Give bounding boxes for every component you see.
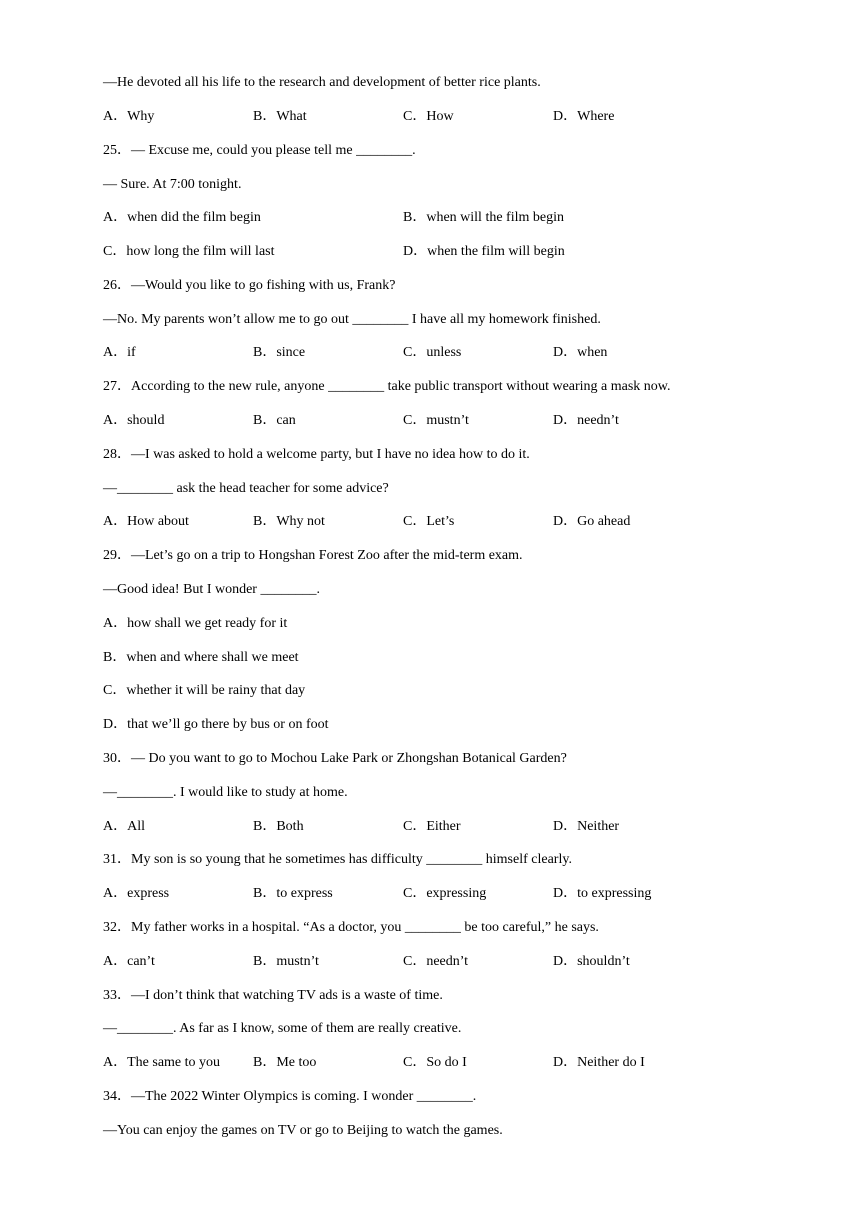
option-a: A．can’t — [103, 954, 155, 969]
dialogue-line: — Sure. At 7:00 tonight. — [103, 177, 242, 192]
option-b: B．mustn’t — [253, 954, 319, 969]
option-b: B．Me too — [253, 1055, 317, 1070]
option-a: A．when did the film begin — [103, 210, 261, 225]
option-d: D．to expressing — [553, 886, 652, 901]
option-d: D．when the film will begin — [403, 244, 565, 259]
option-a: A．How about — [103, 514, 189, 529]
option-c: C．needn’t — [403, 954, 469, 969]
option-a: A．All — [103, 819, 145, 834]
option-c: C．Let’s — [403, 514, 455, 529]
option-d: D．that we’ll go there by bus or on foot — [103, 717, 329, 732]
dialogue-line: —________. As far as I know, some of them are really creative. — [103, 1021, 462, 1036]
question-32: 32．My father works in a hospital. “As a doctor, you ________ be too careful,” he says. — [103, 920, 599, 935]
question-25: 25．— Excuse me, could you please tell me ________. — [103, 143, 416, 158]
dialogue-line: —Good idea! But I wonder ________. — [103, 582, 320, 597]
question-26: 26．—Would you like to go fishing with us, Frank? — [103, 278, 396, 293]
option-c: C．How — [403, 109, 454, 124]
question-33: 33．—I don’t think that watching TV ads is a waste of time. — [103, 988, 443, 1003]
option-a: A．how shall we get ready for it — [103, 616, 288, 631]
option-b: B．since — [253, 345, 306, 360]
question-29: 29．—Let’s go on a trip to Hongshan Forest Zoo after the mid-term exam. — [103, 548, 523, 563]
question-28: 28．—I was asked to hold a welcome party, but I have no idea how to do it. — [103, 447, 530, 462]
option-b: B．can — [253, 413, 296, 428]
option-c: C．So do I — [403, 1055, 467, 1070]
option-a: A．Why — [103, 109, 155, 124]
question-27: 27．According to the new rule, anyone ________ take public transport without wearing a mask now. — [103, 379, 671, 394]
option-c: C．mustn’t — [403, 413, 469, 428]
option-d: D．Neither do I — [553, 1055, 645, 1070]
option-c: C．how long the film will last — [103, 244, 275, 259]
option-c: C．whether it will be rainy that day — [103, 683, 306, 698]
option-d: D．Where — [553, 109, 615, 124]
question-31: 31．My son is so young that he sometimes has difficulty ________ himself clearly. — [103, 852, 572, 867]
option-b: B．to express — [253, 886, 333, 901]
option-d: D．Go ahead — [553, 514, 631, 529]
option-c: C．expressing — [403, 886, 487, 901]
option-a: A．if — [103, 345, 136, 360]
option-a: A．The same to you — [103, 1055, 221, 1070]
dialogue-line: —________. I would like to study at home. — [103, 785, 348, 800]
option-c: C．unless — [403, 345, 462, 360]
option-b: B．What — [253, 109, 307, 124]
answer-line: —He devoted all his life to the research and development of better rice plants. — [103, 75, 541, 90]
option-a: A．should — [103, 413, 165, 428]
option-d: D．when — [553, 345, 608, 360]
option-b: B．when will the film begin — [403, 210, 564, 225]
dialogue-line: —No. My parents won’t allow me to go out ________ I have all my homework finished. — [103, 312, 601, 327]
option-a: A．express — [103, 886, 170, 901]
question-34: 34．—The 2022 Winter Olympics is coming. I wonder ________. — [103, 1089, 477, 1104]
question-30: 30．— Do you want to go to Mochou Lake Park or Zhongshan Botanical Garden? — [103, 751, 567, 766]
option-b: B．Why not — [253, 514, 325, 529]
option-d: D．needn’t — [553, 413, 619, 428]
option-c: C．Either — [403, 819, 461, 834]
option-b: B．Both — [253, 819, 304, 834]
dialogue-line: —________ ask the head teacher for some advice? — [103, 481, 389, 496]
option-d: D．shouldn’t — [553, 954, 630, 969]
dialogue-line: —You can enjoy the games on TV or go to Beijing to watch the games. — [103, 1123, 503, 1138]
option-d: D．Neither — [553, 819, 620, 834]
option-b: B．when and where shall we meet — [103, 650, 299, 665]
